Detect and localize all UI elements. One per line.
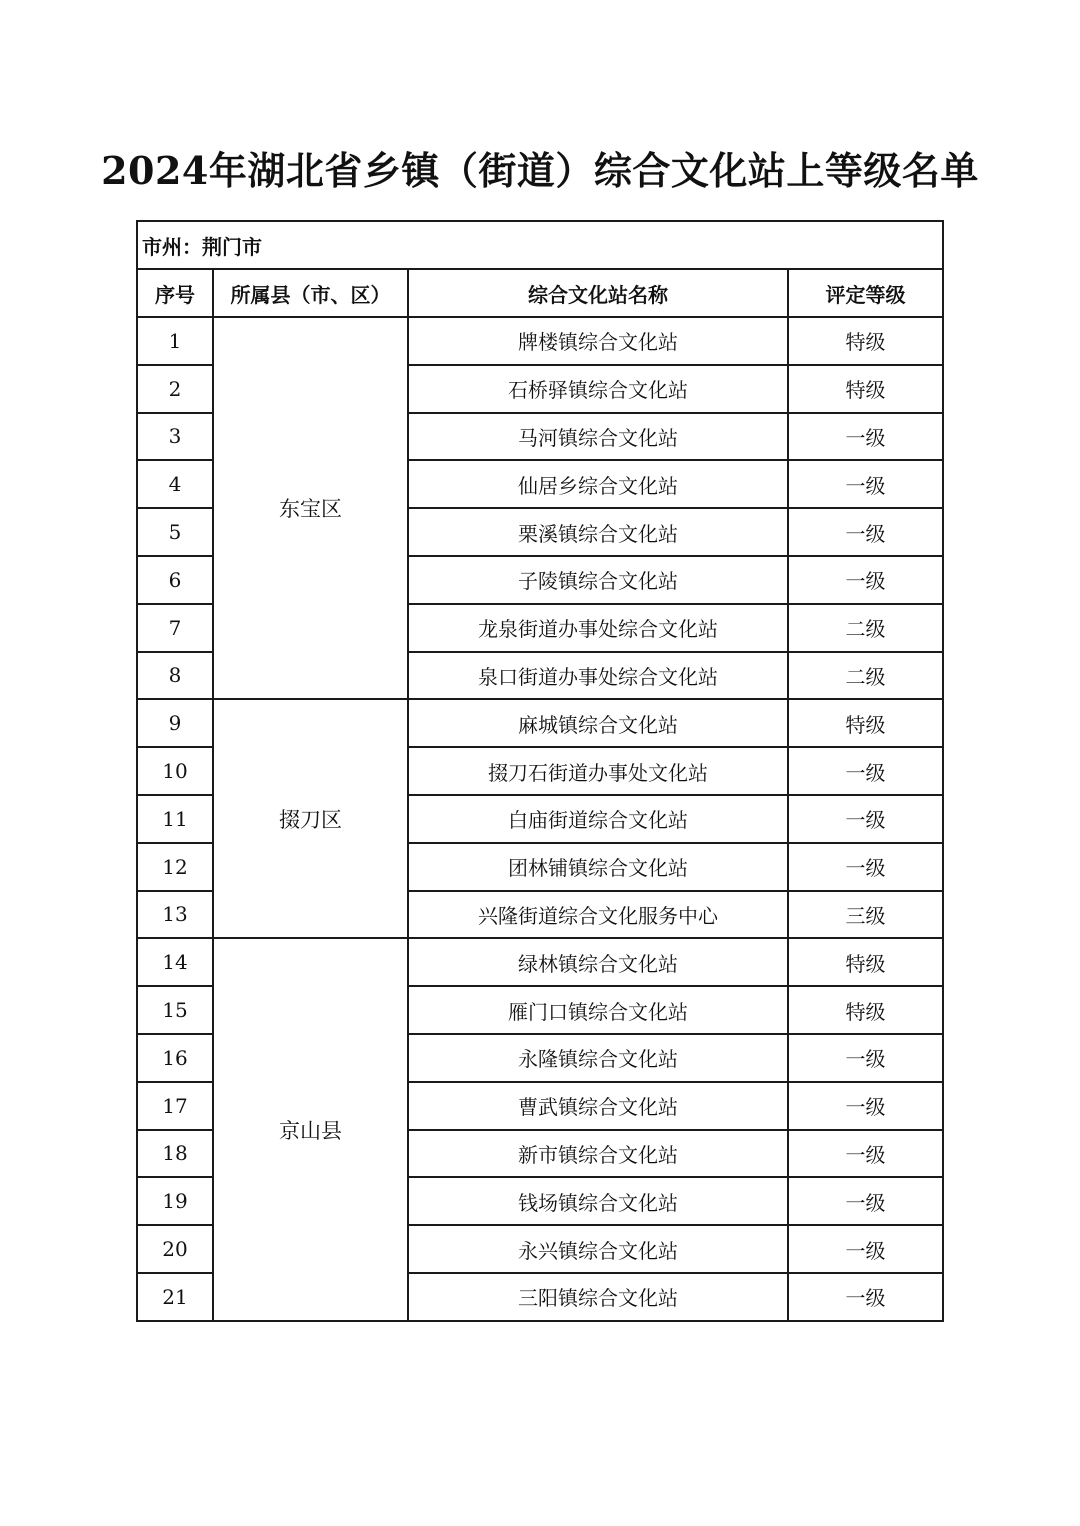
station-grade-table <box>136 220 944 1322</box>
seq-cell: 7 <box>137 604 213 652</box>
district-cell: 京山县 <box>213 938 408 1320</box>
district-cell: 东宝区 <box>213 317 408 699</box>
station-cell: 龙泉街道办事处综合文化站 <box>408 604 788 652</box>
grade-cell: 一级 <box>788 795 943 843</box>
grade-cell: 三级 <box>788 891 943 939</box>
seq-cell: 16 <box>137 1034 213 1082</box>
grade-cell: 一级 <box>788 460 943 508</box>
grade-cell: 一级 <box>788 1082 943 1130</box>
grade-cell: 二级 <box>788 652 943 700</box>
seq-cell: 12 <box>137 843 213 891</box>
station-cell: 雁门口镇综合文化站 <box>408 986 788 1034</box>
station-cell: 马河镇综合文化站 <box>408 413 788 461</box>
station-cell: 石桥驿镇综合文化站 <box>408 365 788 413</box>
station-cell: 永隆镇综合文化站 <box>408 1034 788 1082</box>
district-cell: 掇刀区 <box>213 699 408 938</box>
grade-cell: 一级 <box>788 1177 943 1225</box>
header-seq: 序号 <box>137 269 213 317</box>
grade-cell: 一级 <box>788 508 943 556</box>
table-row <box>137 699 943 747</box>
grade-cell: 特级 <box>788 986 943 1034</box>
grade-cell: 一级 <box>788 747 943 795</box>
station-cell: 团林铺镇综合文化站 <box>408 843 788 891</box>
seq-cell: 17 <box>137 1082 213 1130</box>
station-cell: 绿林镇综合文化站 <box>408 938 788 986</box>
station-cell: 钱场镇综合文化站 <box>408 1177 788 1225</box>
grade-cell: 二级 <box>788 604 943 652</box>
grade-cell: 一级 <box>788 1130 943 1178</box>
grade-cell: 一级 <box>788 1273 943 1321</box>
grade-cell: 一级 <box>788 1034 943 1082</box>
city-row <box>137 221 943 269</box>
seq-cell: 14 <box>137 938 213 986</box>
station-cell: 麻城镇综合文化站 <box>408 699 788 747</box>
grade-cell: 一级 <box>788 1225 943 1273</box>
seq-cell: 6 <box>137 556 213 604</box>
seq-cell: 5 <box>137 508 213 556</box>
seq-cell: 3 <box>137 413 213 461</box>
station-cell: 掇刀石街道办事处文化站 <box>408 747 788 795</box>
seq-cell: 15 <box>137 986 213 1034</box>
seq-cell: 10 <box>137 747 213 795</box>
city-label: 市州：荆门市 <box>137 221 943 269</box>
grade-cell: 一级 <box>788 556 943 604</box>
station-cell: 曹武镇综合文化站 <box>408 1082 788 1130</box>
table-header-row <box>137 269 943 317</box>
table-row <box>137 317 943 365</box>
document-title: 2024年湖北省乡镇（街道）综合文化站上等级名单 <box>101 148 979 193</box>
station-cell: 新市镇综合文化站 <box>408 1130 788 1178</box>
seq-cell: 8 <box>137 652 213 700</box>
header-station: 综合文化站名称 <box>408 269 788 317</box>
station-cell: 牌楼镇综合文化站 <box>408 317 788 365</box>
seq-cell: 18 <box>137 1130 213 1178</box>
station-cell: 兴隆街道综合文化服务中心 <box>408 891 788 939</box>
station-cell: 三阳镇综合文化站 <box>408 1273 788 1321</box>
seq-cell: 13 <box>137 891 213 939</box>
grade-cell: 特级 <box>788 938 943 986</box>
seq-cell: 2 <box>137 365 213 413</box>
seq-cell: 11 <box>137 795 213 843</box>
grade-cell: 一级 <box>788 843 943 891</box>
station-cell: 栗溪镇综合文化站 <box>408 508 788 556</box>
seq-cell: 19 <box>137 1177 213 1225</box>
header-grade: 评定等级 <box>788 269 943 317</box>
station-cell: 永兴镇综合文化站 <box>408 1225 788 1273</box>
seq-cell: 4 <box>137 460 213 508</box>
grade-cell: 特级 <box>788 365 943 413</box>
seq-cell: 21 <box>137 1273 213 1321</box>
grade-cell: 一级 <box>788 413 943 461</box>
seq-cell: 1 <box>137 317 213 365</box>
grade-cell: 特级 <box>788 317 943 365</box>
station-cell: 白庙街道综合文化站 <box>408 795 788 843</box>
grade-cell: 特级 <box>788 699 943 747</box>
seq-cell: 20 <box>137 1225 213 1273</box>
header-county: 所属县（市、区） <box>213 269 408 317</box>
station-cell: 子陵镇综合文化站 <box>408 556 788 604</box>
station-cell: 泉口街道办事处综合文化站 <box>408 652 788 700</box>
seq-cell: 9 <box>137 699 213 747</box>
table-row <box>137 938 943 986</box>
station-cell: 仙居乡综合文化站 <box>408 460 788 508</box>
